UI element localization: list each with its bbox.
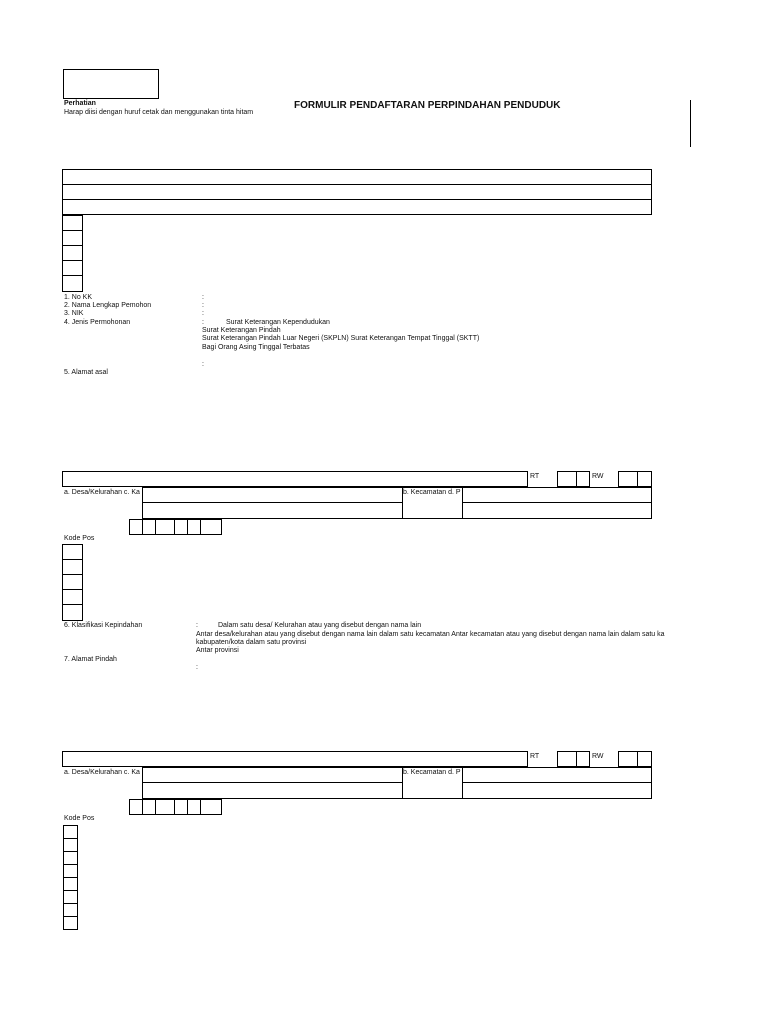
colon-jenis: : xyxy=(202,319,204,326)
colon-alamat-pindah: : xyxy=(196,664,198,671)
colon-nik: : xyxy=(202,310,204,317)
desa-input-2[interactable] xyxy=(142,767,403,783)
provinsi-input[interactable] xyxy=(462,502,652,519)
klas-checkbox-2[interactable] xyxy=(62,559,83,575)
kode-pos-digit-2[interactable] xyxy=(142,519,156,535)
klas-checkbox-5[interactable] xyxy=(62,604,83,621)
kode-pos2-digit-4[interactable] xyxy=(174,799,188,815)
header-divider xyxy=(690,100,691,147)
bottom-checkbox-8[interactable] xyxy=(63,916,78,930)
checkbox-2[interactable] xyxy=(62,230,83,246)
checkbox-1[interactable] xyxy=(62,215,83,231)
rt-box-4[interactable] xyxy=(576,751,590,767)
kecamatan-label-2: b. Kecamatan d. P xyxy=(403,769,461,776)
kode-pos-label-2: Kode Pos xyxy=(64,815,95,822)
rt-box-1[interactable] xyxy=(557,471,577,487)
alamat-asal-input[interactable] xyxy=(62,471,528,487)
kode-pos-digit-6[interactable] xyxy=(200,519,222,535)
rt-label-2: RT xyxy=(530,753,540,760)
kode-pos2-digit-5[interactable] xyxy=(187,799,201,815)
colon-no-kk: : xyxy=(202,294,204,301)
jenis-option-1: Surat Keterangan Kependudukan xyxy=(226,319,330,326)
kode-pos-digit-5[interactable] xyxy=(187,519,201,535)
rw-box-3[interactable] xyxy=(618,751,638,767)
input-row-1[interactable] xyxy=(62,169,652,185)
kecamatan-input-2[interactable] xyxy=(462,767,652,783)
rw-box-2[interactable] xyxy=(637,471,652,487)
checkbox-3[interactable] xyxy=(62,245,83,261)
colon-nama: : xyxy=(202,302,204,309)
bottom-checkbox-6[interactable] xyxy=(63,890,78,904)
bottom-checkbox-5[interactable] xyxy=(63,877,78,891)
klas-checkbox-1[interactable] xyxy=(62,544,83,560)
klas-option-4: Antar provinsi xyxy=(196,647,239,654)
page-title: FORMULIR PENDAFTARAN PERPINDAHAN PENDUDUK xyxy=(294,100,561,111)
rt-box-2[interactable] xyxy=(576,471,590,487)
kode-pos2-digit-1[interactable] xyxy=(129,799,143,815)
label-nik: 3. NIK xyxy=(64,310,84,317)
rw-box-4[interactable] xyxy=(637,751,652,767)
label-nama: 2. Nama Lengkap Pemohon xyxy=(64,302,152,309)
colon-extra: : xyxy=(202,361,204,368)
jenis-option-2: Surat Keterangan Pindah xyxy=(202,327,281,334)
colon-klasifikasi: : xyxy=(196,622,198,629)
input-row-3[interactable] xyxy=(62,199,652,215)
label-alamat-pindah: 7. Alamat Pindah xyxy=(64,656,117,663)
rt-box-3[interactable] xyxy=(557,751,577,767)
desa-label-2: a. Desa/Kelurahan c. Ka xyxy=(64,769,140,776)
kabupaten-input-2[interactable] xyxy=(142,782,403,799)
kode-pos2-digit-3[interactable] xyxy=(155,799,175,815)
jenis-option-3: Surat Keterangan Pindah Luar Negeri (SKPLN) Surat Keterangan Tempat Tinggal (SKTT) xyxy=(202,335,480,342)
rw-box-1[interactable] xyxy=(618,471,638,487)
bottom-checkbox-4[interactable] xyxy=(63,864,78,878)
kecamatan-label: b. Kecamatan d. P xyxy=(403,489,461,496)
notice-label: Perhatian xyxy=(64,100,96,107)
klas-option-3: kabupaten/kota dalam satu provinsi xyxy=(196,639,307,646)
label-alamat-asal: 5. Alamat asal xyxy=(64,369,108,376)
jenis-option-4: Bagi Orang Asing Tinggal Terbatas xyxy=(202,344,310,351)
bottom-checkbox-3[interactable] xyxy=(63,851,78,865)
kode-pos-label: Kode Pos xyxy=(64,535,95,542)
kode-pos2-digit-2[interactable] xyxy=(142,799,156,815)
label-jenis: 4. Jenis Permohonan xyxy=(64,319,131,326)
rw-label-2: RW xyxy=(592,753,604,760)
desa-input[interactable] xyxy=(142,487,403,503)
klas-checkbox-3[interactable] xyxy=(62,574,83,590)
label-no-kk: 1. No KK xyxy=(64,294,93,301)
input-row-2[interactable] xyxy=(62,184,652,200)
kode-pos2-digit-6[interactable] xyxy=(200,799,222,815)
kode-pos-digit-3[interactable] xyxy=(155,519,175,535)
label-klasifikasi: 6. Klasifikasi Kepindahan xyxy=(64,622,143,629)
alamat-pindah-input[interactable] xyxy=(62,751,528,767)
bottom-checkbox-2[interactable] xyxy=(63,838,78,852)
rw-label: RW xyxy=(592,473,604,480)
bottom-checkbox-7[interactable] xyxy=(63,903,78,917)
kode-pos-digit-4[interactable] xyxy=(174,519,188,535)
kode-pos-digit-1[interactable] xyxy=(129,519,143,535)
klas-option-2: Antar desa/kelurahan atau yang disebut dengan nama lain dalam satu kecamatan Antar kecamatan atau yang disebut dengan nama lain dalam satu ka xyxy=(196,631,665,638)
klas-option-1: Dalam satu desa/ Kelurahan atau yang disebut dengan nama lain xyxy=(218,622,422,629)
checkbox-4[interactable] xyxy=(62,260,83,276)
bottom-checkbox-1[interactable] xyxy=(63,825,78,839)
checkbox-5[interactable] xyxy=(62,275,83,292)
rt-label: RT xyxy=(530,473,540,480)
form-number-box[interactable] xyxy=(63,69,159,99)
provinsi-input-2[interactable] xyxy=(462,782,652,799)
kecamatan-input[interactable] xyxy=(462,487,652,503)
klas-checkbox-4[interactable] xyxy=(62,589,83,605)
notice-text: Harap diisi dengan huruf cetak dan menggunakan tinta hitam xyxy=(64,109,254,116)
desa-label: a. Desa/Kelurahan c. Ka xyxy=(64,489,140,496)
kabupaten-input[interactable] xyxy=(142,502,403,519)
